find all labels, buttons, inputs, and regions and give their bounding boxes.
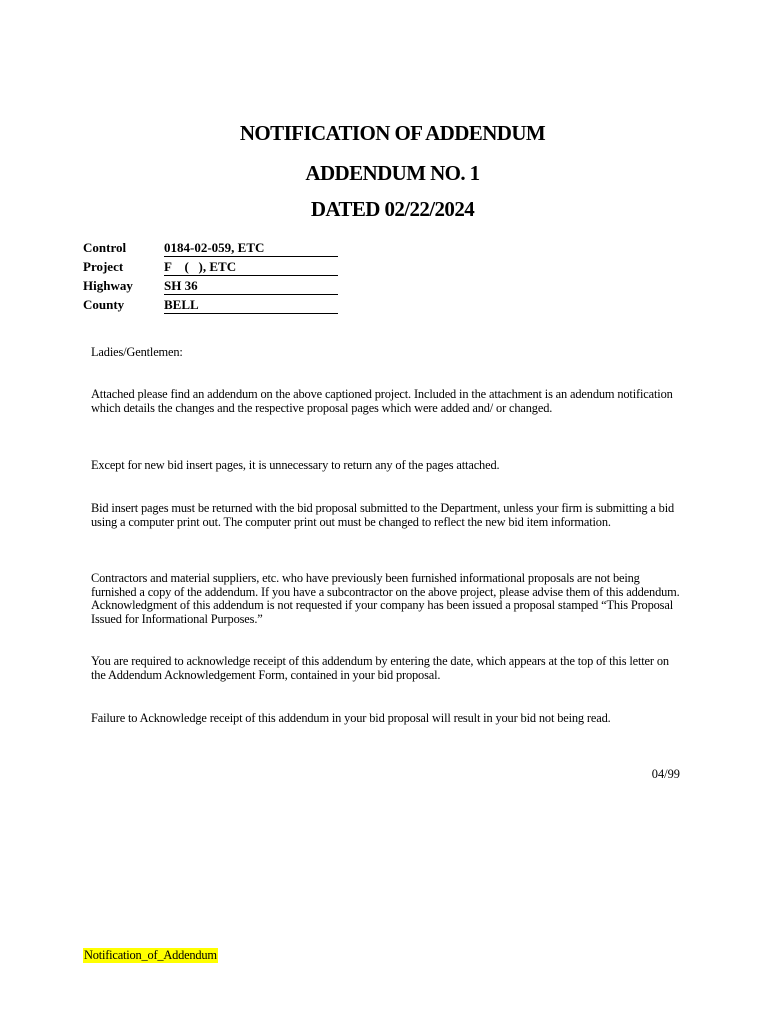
- project-label: Project: [83, 259, 124, 274]
- paragraph-failure: Failure to Acknowledge receipt of this addendum in your bid proposal will result in your bid not being read.: [91, 711, 611, 725]
- addendum-number: ADDENDUM NO. 1: [305, 161, 480, 185]
- highway-label: Highway: [83, 278, 133, 293]
- footer-document-label: Notification_of_Addendum: [84, 948, 217, 962]
- control-label: Control: [83, 240, 127, 255]
- county-label: County: [83, 297, 125, 312]
- revision-code: 04/99: [651, 767, 680, 781]
- paragraph-contractors: Contractors and material suppliers, etc. who have previously been furnished informational proposals are not being furnished a copy of the addendum. If you have a subcontractor on the above project, please advise them of this addendum. Acknowledgment of this addendum is not requested if your company has been issued a proposal stamped “This Proposal Issued for Informational Purposes.”: [91, 571, 680, 626]
- document-title: NOTIFICATION OF ADDENDUM: [239, 121, 546, 145]
- salutation: Ladies/Gentlemen:: [91, 345, 183, 359]
- paragraph-bid-insert: Bid insert pages must be returned with the bid proposal submitted to the Department, unless your firm is submitting a bid using a computer print out. The computer print out must be changed to reflect the new bid item information.: [91, 501, 675, 529]
- addendum-date: DATED 02/22/2024: [310, 197, 475, 221]
- paragraph-acknowledge: You are required to acknowledge receipt of this addendum by entering the date, which appears at the top of this letter on the Addendum Acknowledgement Form, contained in your bid proposal.: [91, 654, 669, 682]
- control-value: 0184-02-059, ETC: [164, 240, 338, 257]
- county-value: BELL: [164, 297, 338, 314]
- highway-value: SH 36: [164, 278, 338, 295]
- paragraph-return-pages: Except for new bid insert pages, it is unnecessary to return any of the pages attached.: [91, 458, 500, 472]
- paragraph-attachment: Attached please find an addendum on the above captioned project. Included in the attachment is an adendum notification which details the changes and the respective proposal pages which were added and/ or changed.: [91, 387, 673, 415]
- project-value: F ( ), ETC: [164, 259, 338, 276]
